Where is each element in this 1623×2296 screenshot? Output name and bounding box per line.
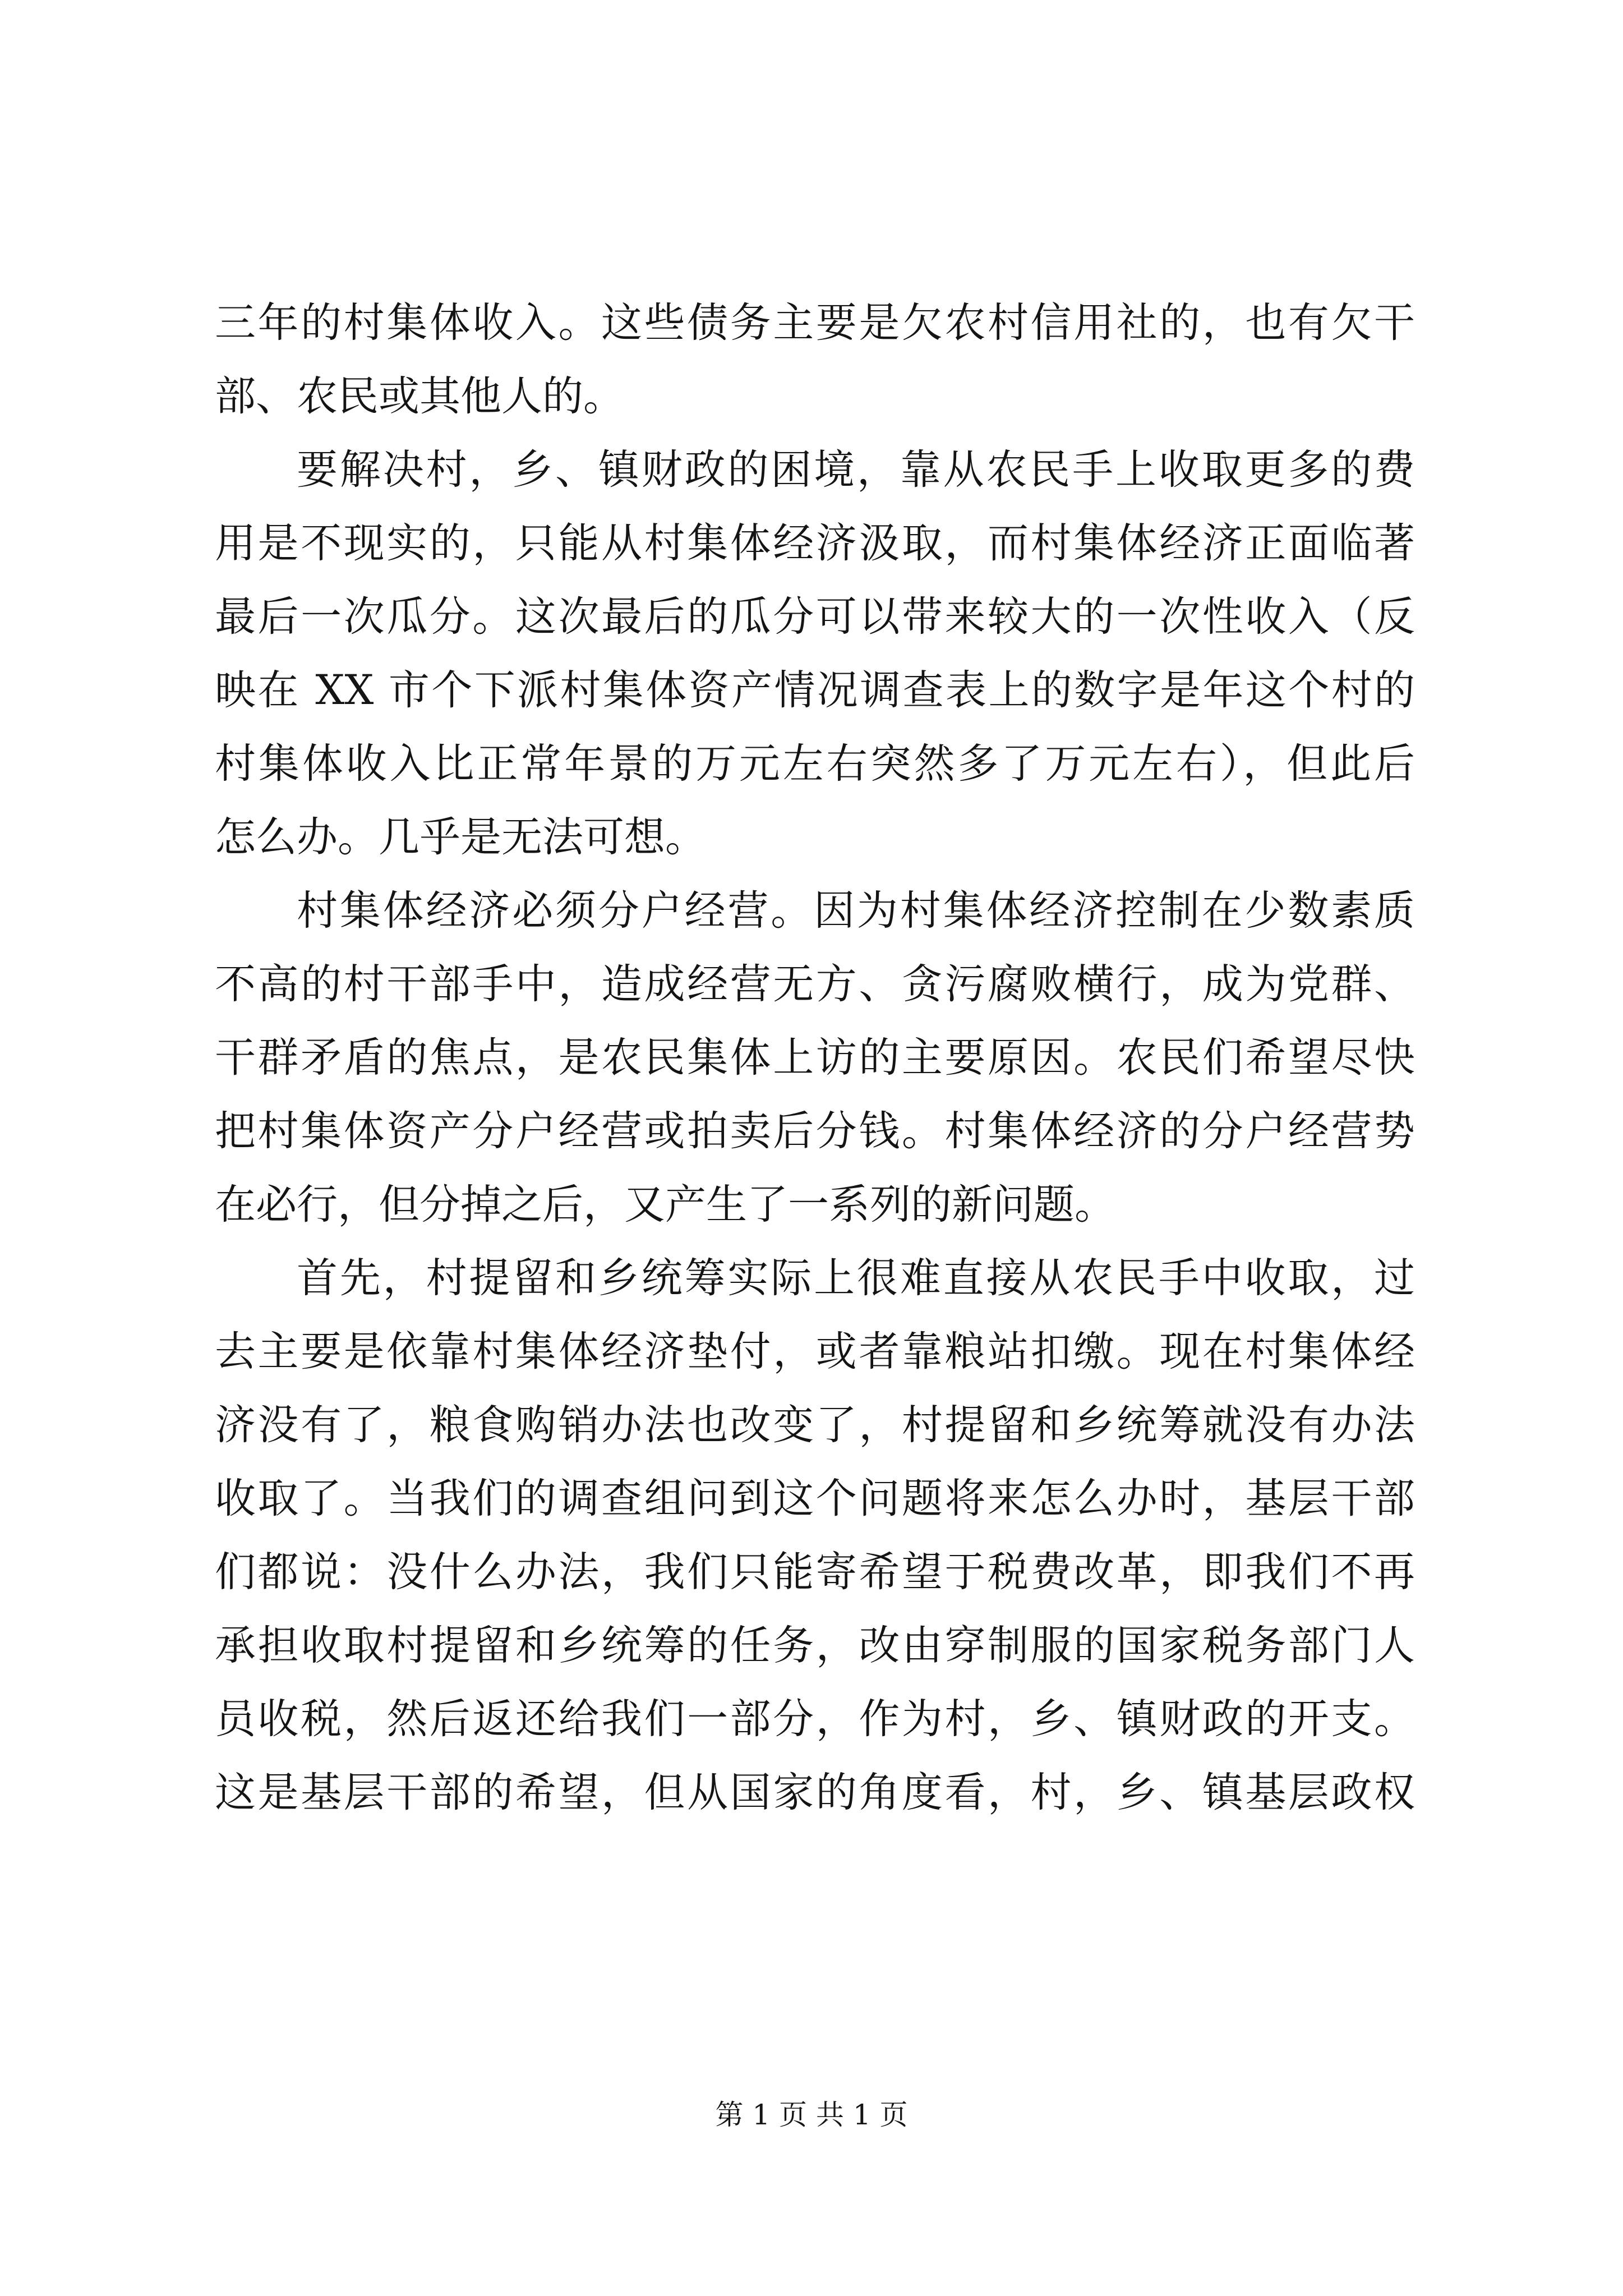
text-line: 村集体收入比正常年景的万元左右突然多了万元左右），但此后 <box>215 740 1415 788</box>
text-line: 承担收取村提留和乡统筹的任务，改由穿制服的国家税务部门人 <box>215 1622 1415 1669</box>
text-line: 们都说：没什么办法，我们只能寄希望于税费改革，即我们不再 <box>215 1548 1415 1596</box>
text-line: 映在 XX 市个下派村集体资产情况调查表上的数字是年这个村的 <box>215 666 1415 714</box>
text-line: 村集体经济必须分户经营。因为村集体经济控制在少数素质 <box>297 887 1415 935</box>
text-line: 三年的村集体收入。这些债务主要是欠农村信用社的，也有欠干 <box>215 299 1415 347</box>
document-body <box>215 286 1415 1829</box>
text-line: 去主要是依靠村集体经济垫付，或者靠粮站扣缴。现在村集体经 <box>215 1328 1415 1375</box>
text-line: 把村集体资产分户经营或拍卖后分钱。村集体经济的分户经营势 <box>215 1107 1415 1155</box>
text-line: 干群矛盾的焦点，是农民集体上访的主要原因。农民们希望尽快 <box>215 1034 1415 1082</box>
text-line: 这是基层干部的希望，但从国家的角度看，村，乡、镇基层政权 <box>215 1769 1415 1816</box>
text-line: 济没有了，粮食购销办法也改变了，村提留和乡统筹就没有办法 <box>215 1401 1415 1449</box>
page-footer <box>0 2095 1623 2134</box>
text-line: 在必行，但分掉之后，又产生了一系列的新问题。 <box>215 1181 1115 1228</box>
text-line: 最后一次瓜分。这次最后的瓜分可以带来较大的一次性收入（反 <box>215 593 1415 641</box>
text-line: 用是不现实的，只能从村集体经济汲取，而村集体经济正面临著 <box>215 519 1415 567</box>
text-line: 员收税，然后返还给我们一部分，作为村，乡、镇财政的开支。 <box>215 1695 1415 1743</box>
text-line: 要解决村，乡、镇财政的困境，靠从农民手上收取更多的费 <box>297 446 1415 494</box>
text-line: 部、农民或其他人的。 <box>215 372 624 420</box>
page-number-label: 第 1 页 共 1 页 <box>715 2099 908 2131</box>
text-line: 首先，村提留和乡统筹实际上很难直接从农民手中收取，过 <box>297 1254 1415 1302</box>
text-line: 怎么办。几乎是无法可想。 <box>215 813 706 861</box>
text-line: 不高的村干部手中，造成经营无方、贪污腐败横行，成为党群、 <box>215 960 1415 1008</box>
text-line: 收取了。当我们的调查组问到这个问题将来怎么办时，基层干部 <box>215 1475 1415 1522</box>
